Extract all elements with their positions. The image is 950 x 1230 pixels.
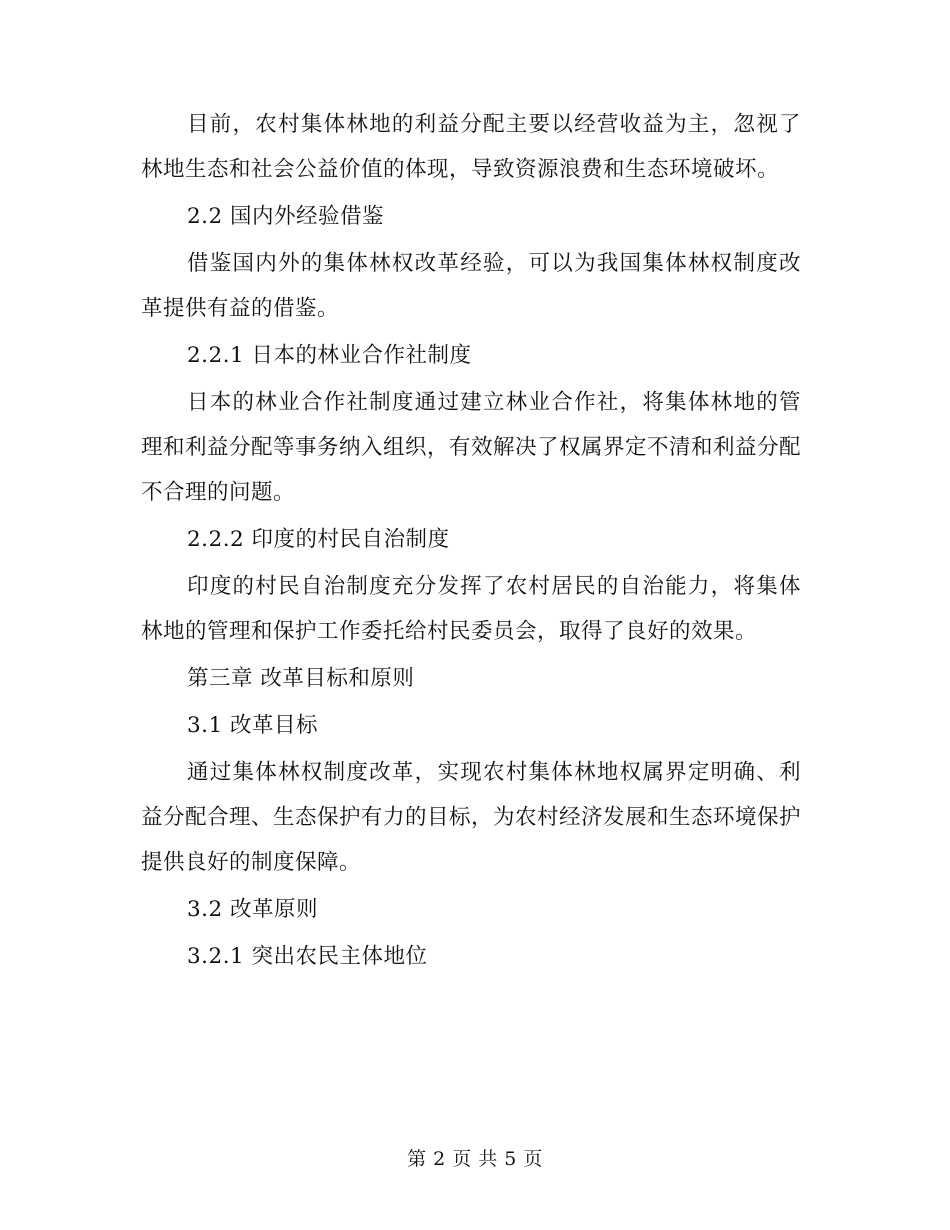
paragraph-current-distribution: 目前，农村集体林地的利益分配主要以经营收益为主，忽视了林地生态和社会公益价值的体现，导致资源浪费和生态环境破坏。 — [141, 112, 801, 182]
paragraph-experience-reference: 借鉴国内外的集体林权改革经验，可以为我国集体林权制度改革提供有益的借鉴。 — [141, 251, 801, 321]
paragraph-japan-cooperative: 日本的林业合作社制度通过建立林业合作社，将集体林地的管理和利益分配等事务纳入组织，有效解决了权属界定不清和利益分配不合理的问题。 — [141, 390, 802, 505]
page-content — [141, 102, 801, 981]
chapter-3-title: 第三章 改革目标和原则 — [187, 666, 415, 691]
paragraph-india-autonomy: 印度的村民自治制度充分发挥了农村居民的自治能力，将集体林地的管理和保护工作委托给村民委员会，取得了良好的效果。 — [141, 574, 801, 644]
heading-2-2-2: 2.2.2 印度的村民自治制度 — [187, 527, 450, 552]
paragraph-reform-goal: 通过集体林权制度改革，实现农村集体林地权属界定明确、利益分配合理、生态保护有力的目标，为农村经济发展和生态环境保护提供良好的制度保障。 — [141, 760, 802, 875]
heading-2-2-1: 2.2.1 日本的林业合作社制度 — [187, 343, 472, 368]
heading-2-2: 2.2 国内外经验借鉴 — [187, 204, 385, 229]
heading-3-1: 3.1 改革目标 — [187, 713, 319, 738]
page-footer: 第 2 页 共 5 页 — [407, 1148, 543, 1170]
heading-3-2-1: 3.2.1 突出农民主体地位 — [187, 944, 428, 969]
heading-3-2: 3.2 改革原则 — [187, 897, 319, 922]
